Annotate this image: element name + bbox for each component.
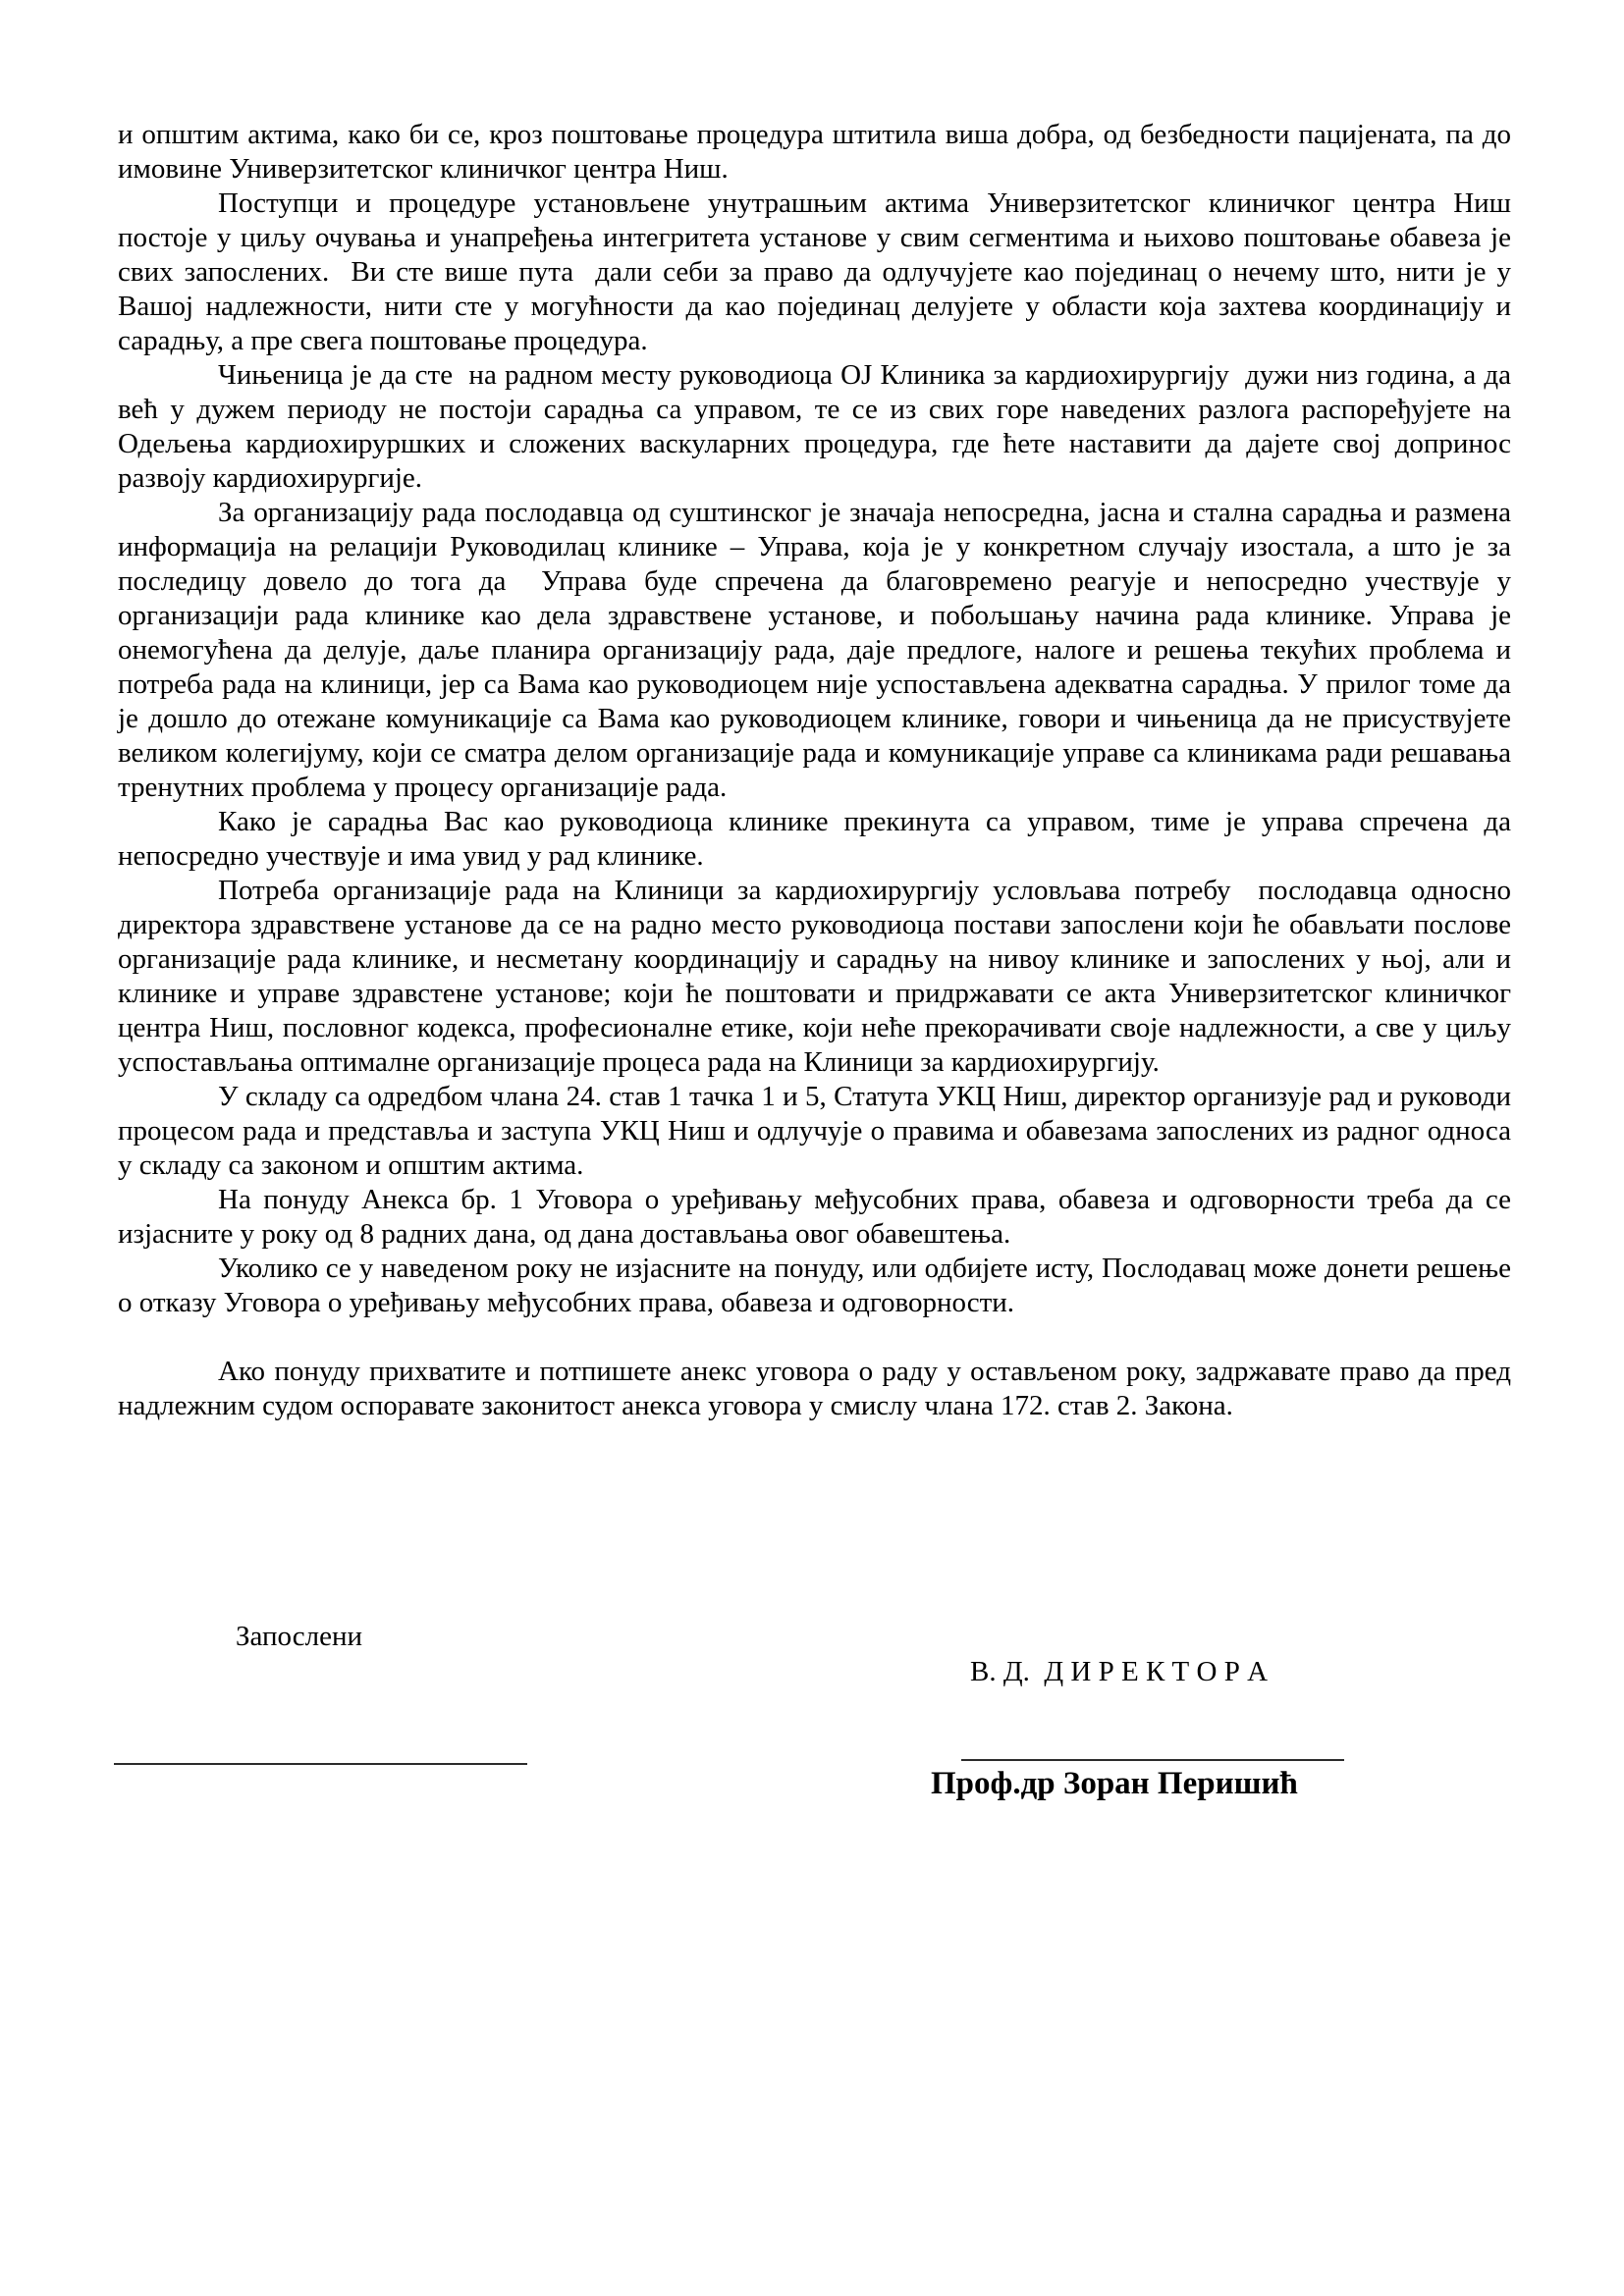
paragraph-continuation: и општим актима, како би се, кроз поштовање процедура штитила виша добра, од безбедности пацијената, па до имовине Универзитетског клиничког центра Ниш. (118, 119, 1519, 185)
document-body (118, 118, 1519, 1423)
paragraph-reassignment: Чињеница је да сте на радном месту руководиоца ОЈ Клиника за кардиохирургију дужи низ година, а да већ у дужем периоду не постоји сарадња са управом, те се из свих горе наведених разлога распоређујете на Одељења кардиохируршких и сложених васкуларних процедура, где ћете наставити да дајете свој допринос развоју кардиохирургије. (118, 359, 1519, 494)
paragraph-annex-offer: На понуду Анекса бр. 1 Уговора о уређивању међусобних права, обавеза и одговорности треба да се изјасните у року од 8 радних дана, од дана достављања овог обавештења. (118, 1184, 1519, 1250)
director-title-label: В. Д. Д И Р Е К Т О Р А (970, 1656, 1269, 1687)
director-name: Проф.др Зоран Перишић (931, 1766, 1298, 1801)
paragraph-procedures: Поступци и процедуре установљене унутрашњим актима Универзитетског клиничког центра Ниш постоје у циљу очувања и унапређења интегритета установе у свим сегментима и њихово поштовање обавеза је свих запослених. Ви сте више пута дали себи за право да одлучујете као појединац о нечему што, нити је у Вашој надлежности, нити сте у могућности да као појединац делујете у области која захтева координацију и сарадњу, а пре свега поштовање процедура. (118, 187, 1519, 356)
paragraph-organization-need: Потреба организације рада на Клиници за кардиохирургију условљава потребу послодавца односно директора здравствене установе да се на радно место руководиоца постави запослени који ће обављати послове организације рада клинике, и несметану координацију и сарадњу на нивоу клинике и запослених у њој, али и клинике и управе здравстене установе; који ће поштовати и придржавати се акта Универзитетског клиничког центра Ниш, пословног кодекса, професионалне етике, који неће прекорачивати своје надлежности, а све у циљу успостављања оптималне организације процеса рада на Клиници за кардиохирургију. (118, 875, 1519, 1078)
employee-signature-line (114, 1763, 527, 1765)
paragraph-interrupted-cooperation: Како је сарадња Вас као руководиоца клинике прекинута са управом, тиме је управа спречена да непосредно учествује и има увид у рад клинике. (118, 806, 1519, 872)
director-signature-line (961, 1759, 1344, 1761)
paragraph-refusal-consequence: Уколико се у наведеном року не изјасните на понуду, или одбијете исту, Послодавац може донети решење о отказу Уговора о уређивању међусобних права, обавеза и одговорности. (118, 1253, 1519, 1318)
paragraph-acceptance-rights: Ако понуду прихватите и потпишете анекс уговора о раду у остављеном року, задржавате право да пред надлежним судом оспоравате законитост анекса уговора у смислу члана 172. став 2. Закона. (118, 1356, 1519, 1421)
employee-signature-label: Запослени (236, 1621, 363, 1652)
paragraph-cooperation: За организацију рада послодавца од суштинског је значаја непосредна, јасна и стална сарадња и размена информација на релацији Руководилац клинике – Управа, која је у конкретном случају изостала, а што је за последицу довело до тога да Управа буде спречена да благовремено реагује и непосредно учествује у организацији рада клинике као дела здравствене установе, и побољшању начина рада клинике. Управа је онемогућена да делује, даље планира организацију рада, даје предлоге, налоге и решења текућих проблема и потреба рада на клиници, јер са Вама као руководиоцем није успостављена адекватна сарадња. У прилог томе да је дошло до отежане комуникације са Вама као руководиоцем клинике, говори и чињеница да не присуствујете великом колегијуму, који се сматра делом организације рада и комуникације управе са клиникама ради решавања тренутних проблема у процесу организације рада. (118, 497, 1519, 803)
paragraph-statute: У складу са одредбом члана 24. став 1 тачка 1 и 5, Статута УКЦ Ниш, директор организује рад и руководи процесом рада и представља и заступа УКЦ Ниш и одлучује о правима и обавезама запослених из радног односа у складу са законом и општим актима. (118, 1081, 1519, 1181)
